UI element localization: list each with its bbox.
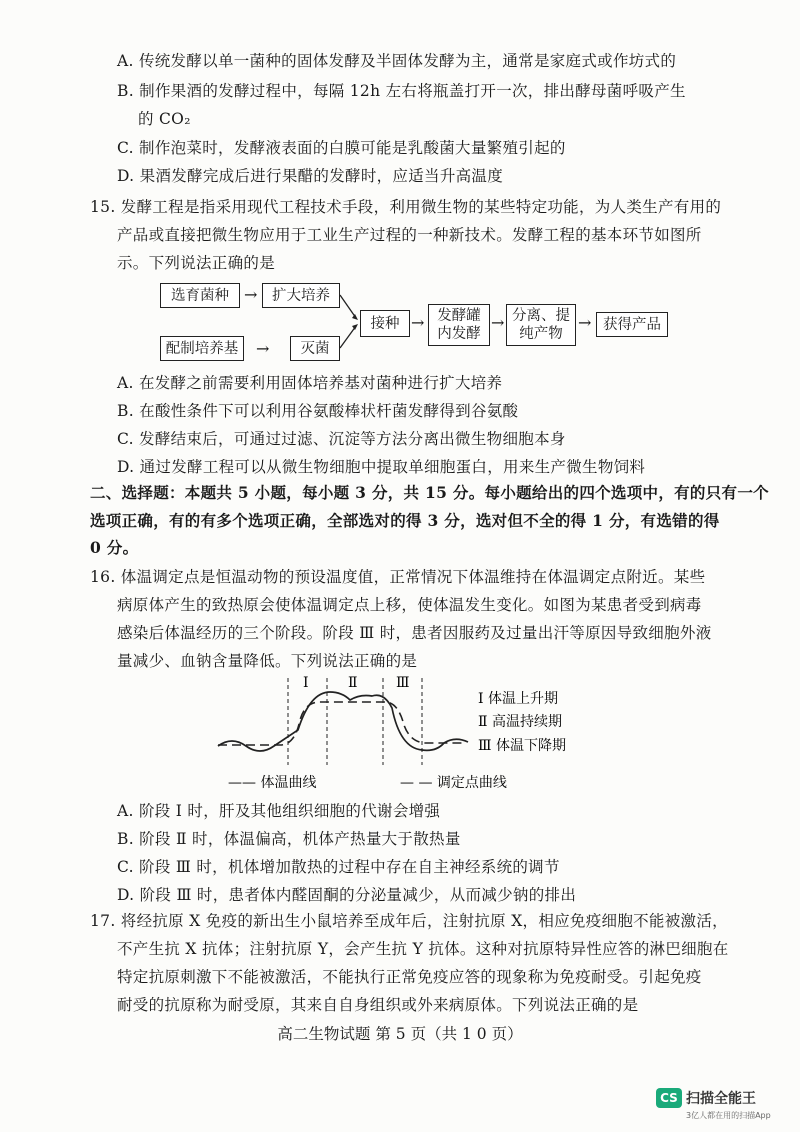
body-temperature-figure — [200, 670, 600, 795]
q15-option-c: C. 发酵结束后，可通过过滤、沉淀等方法分离出微生物细胞本身 — [117, 430, 566, 448]
q15-stem-2: 产品或直接把微生物应用于工业生产过程的一种新技术。发酵工程的基本环节如图所 — [117, 226, 702, 244]
flow-box-inoculate: 接种 — [360, 310, 410, 337]
flow-box-ferment — [428, 304, 490, 346]
q16-option-d: D. 阶段 Ⅲ 时，患者体内醛固酮的分泌量减少，从而减少钠的排出 — [117, 886, 577, 904]
q14-option-a: A. 传统发酵以单一菌种的固体发酵及半固体发酵为主，通常是家庭式或作坊式的 — [117, 52, 677, 70]
flow-box-separate — [506, 304, 576, 346]
flow-box-product: 获得产品 — [596, 312, 668, 337]
body-temperature-curve — [218, 692, 468, 751]
q16-option-c: C. 阶段 Ⅲ 时，机体增加散热的过程中存在自主神经系统的调节 — [117, 858, 560, 876]
q14-option-b: B. 制作果酒的发酵过程中，每隔 12h 左右将瓶盖打开一次，排出酵母菌呼吸产生 — [117, 82, 686, 100]
q15-option-b: B. 在酸性条件下可以利用谷氨酸棒状杆菌发酵得到谷氨酸 — [117, 402, 519, 420]
q14-option-d: D. 果酒发酵完成后进行果醋的发酵时，应适当升高温度 — [117, 167, 504, 185]
legend-dashed-line: — — 调定点曲线 — [400, 775, 507, 791]
stage-label-1: Ⅰ — [303, 675, 309, 691]
q14-option-c: C. 制作泡菜时，发酵液表面的白膜可能是乳酸菌大量繁殖引起的 — [117, 139, 566, 157]
arrow-right-icon: → — [578, 313, 592, 332]
flow-box-ferment-line2: 内发酵 — [437, 326, 481, 342]
q16-stem-4: 量减少、血钠含量降低。下列说法正确的是 — [117, 652, 418, 670]
q15-stem-3: 示。下列说法正确的是 — [117, 254, 276, 272]
arrow-right-icon: → — [244, 285, 258, 304]
legend-stage-3: Ⅲ 体温下降期 — [478, 738, 566, 754]
arrow-right-icon: → — [491, 313, 505, 332]
section-2-heading-3: 0 分。 — [90, 538, 139, 557]
flow-box-select: 选育菌种 — [160, 283, 240, 308]
flow-box-separate-line2: 纯产物 — [519, 326, 563, 342]
flow-box-ferment-line1: 发酵罐 — [437, 308, 481, 324]
flow-box-sterilize: 灭菌 — [290, 336, 340, 361]
legend-stage-2: Ⅱ 高温持续期 — [478, 714, 562, 730]
flow-box-medium: 配制培养基 — [160, 336, 244, 361]
arrow-right-icon: → — [256, 339, 270, 358]
q16-option-b: B. 阶段 Ⅱ 时，体温偏高，机体产热量大于散热量 — [117, 830, 461, 848]
q15-option-d: D. 通过发酵工程可以从微生物细胞中提取单细胞蛋白，用来生产微生物饲料 — [117, 458, 646, 476]
q17-stem-4: 耐受的抗原称为耐受原，其来自自身组织或外来病原体。下列说法正确的是 — [117, 996, 639, 1014]
q16-stem-1: 16. 体温调定点是恒温动物的预设温度值，正常情况下体温维持在体温调定点附近。某些 — [90, 568, 706, 586]
arrow-right-icon: → — [411, 313, 425, 332]
q17-stem-3: 特定抗原刺激下不能被激活，不能执行正常免疫应答的现象称为免疫耐受。引起免疫 — [117, 968, 702, 986]
page-footer: 高二生物试题 第 5 页（共 1 0 页） — [277, 1025, 523, 1043]
stage-label-2: Ⅱ — [348, 675, 358, 691]
legend-solid-line: —— 体温曲线 — [228, 775, 317, 791]
camscanner-name: 扫描全能王 — [686, 1091, 756, 1107]
section-2-heading-1: 二、选择题：本题共 5 小题，每小题 3 分，共 15 分。每小题给出的四个选项中，有的只有一个 — [90, 483, 769, 502]
section-2-heading-2: 选项正确，有的有多个选项正确，全部选对的得 3 分，选对但不全的得 1 分，有选错的得 — [90, 511, 720, 530]
q16-stem-2: 病原体产生的致热原会使体温调定点上移，使体温发生变化。如图为某患者受到病毒 — [117, 596, 702, 614]
q14-option-b-cont: 的 CO₂ — [138, 110, 191, 128]
q15-stem-1: 15. 发酵工程是指采用现代工程技术手段，利用微生物的某些特定功能，为人类生产有用的 — [90, 198, 722, 216]
flow-box-expand: 扩大培养 — [262, 283, 340, 308]
q15-option-a: A. 在发酵之前需要利用固体培养基对菌种进行扩大培养 — [117, 374, 503, 392]
legend-stage-1: Ⅰ 体温上升期 — [478, 691, 558, 707]
q16-stem-3: 感染后体温经历的三个阶段。阶段 Ⅲ 时，患者因服药及过量出汗等原因导致细胞外液 — [117, 624, 712, 642]
camscanner-tagline: 3亿人都在用的扫描App — [686, 1111, 771, 1120]
q16-option-a: A. 阶段 Ⅰ 时，肝及其他组织细胞的代谢会增强 — [117, 802, 441, 820]
camscanner-logo-icon: CS — [656, 1088, 682, 1108]
set-point-curve — [218, 702, 462, 745]
q17-stem-2: 不产生抗 X 抗体；注射抗原 Y，会产生抗 Y 抗体。这种对抗原特异性应答的淋巴细胞在 — [117, 940, 729, 958]
flow-box-separate-line1: 分离、提 — [512, 308, 570, 324]
flow-merge-arrows — [338, 290, 362, 354]
stage-label-3: Ⅲ — [396, 675, 410, 691]
q17-stem-1: 17. 将经抗原 X 免疫的新出生小鼠培养至成年后，注射抗原 X，相应免疫细胞不能被激活， — [90, 912, 728, 930]
